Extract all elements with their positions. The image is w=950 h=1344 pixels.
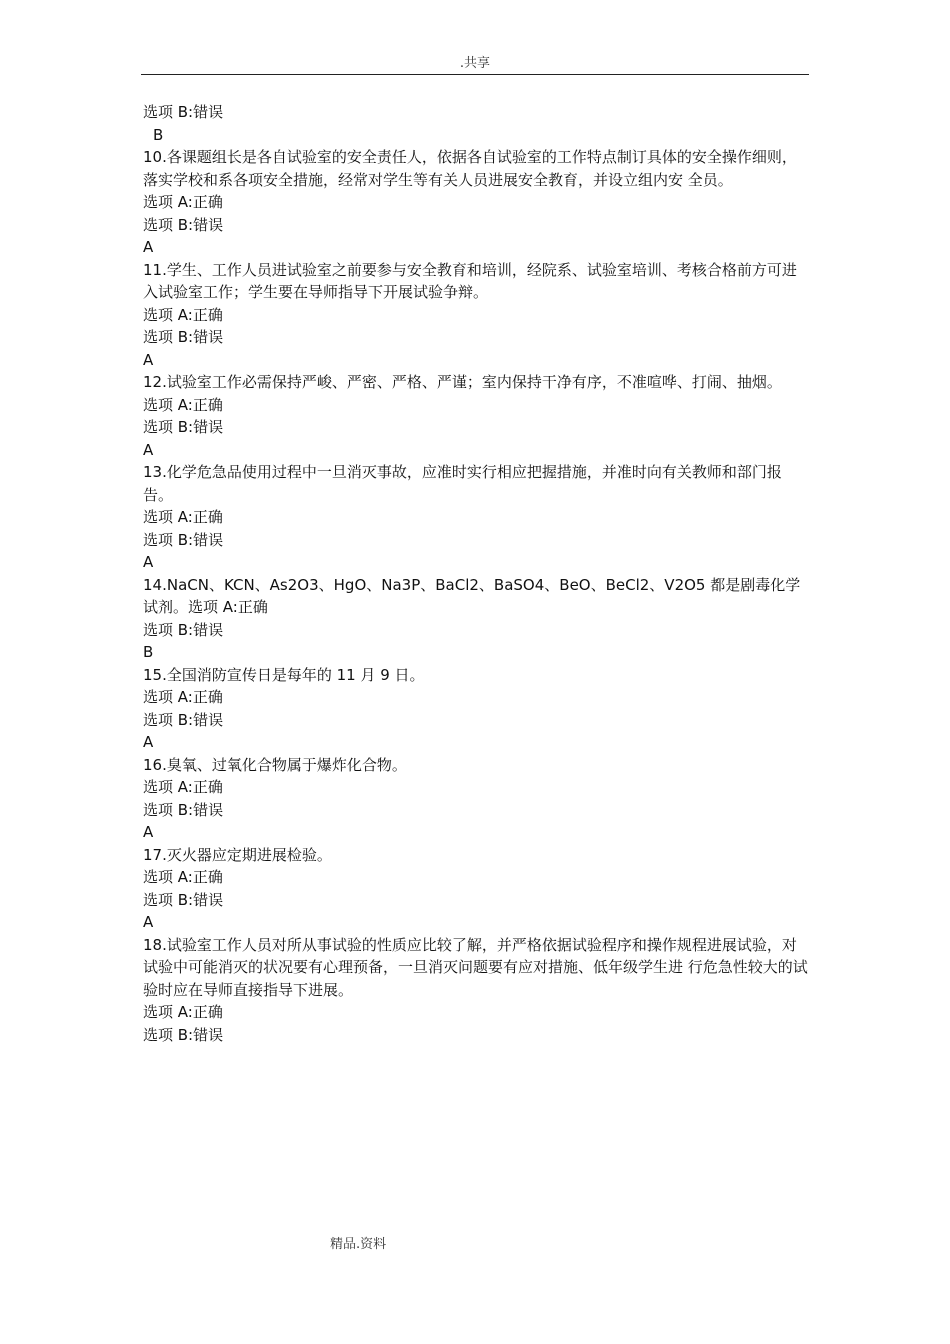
- question-10: 10.各课题组长是各自试验室的安全责任人，依据各自试验室的工作特点制订具体的安全操作细则，落实学校和系各项安全措施，经常对学生等有关人员进展安全教育，并设立组内安 全员。: [143, 148, 797, 189]
- question-14: 14.NaCN、KCN、As2O3、HgO、Na3P、BaCl2、BaSO4、BeO、BeCl2、V2O5 都是剧毒化学试剂。选项 A:正确: [143, 575, 801, 616]
- option-b: 选项 B:错误: [143, 328, 224, 346]
- answer-line: B: [153, 125, 164, 144]
- answer-line: B: [143, 643, 154, 661]
- option-a: 选项 A:正确: [143, 395, 223, 414]
- question-13: 13.化学危急品使用过程中一旦消灭事故，应准时实行相应把握措施，并准时向有关教师和部门报告。: [143, 463, 782, 504]
- option-a: 选项 A:正确: [143, 305, 223, 324]
- answer-line: A: [143, 823, 154, 841]
- option-a: 选项 A:正确: [143, 508, 223, 526]
- question-12: 12.试验室工作必需保持严峻、严密、严格、严谨；室内保持干净有序，不准喧哗、打闹、抽烟。: [143, 373, 782, 391]
- answer-line: A: [143, 733, 154, 751]
- page-footer: 精品.资料: [330, 1237, 387, 1252]
- option-b: 选项 B:错误: [143, 710, 224, 729]
- header-text: .共享: [459, 56, 491, 71]
- option-b: 选项 B:错误: [143, 215, 224, 234]
- document-body: [143, 101, 811, 1046]
- option-b: 选项 B:错误: [143, 620, 224, 639]
- option-a: 选项 A:正确: [143, 193, 223, 211]
- page-header: [141, 56, 809, 75]
- text-line: 选项 B:错误: [143, 103, 224, 121]
- option-b: 选项 B:错误: [143, 530, 224, 549]
- option-a: 选项 A:正确: [143, 688, 223, 706]
- question-16: 16.臭氧、过氧化合物属于爆炸化合物。: [143, 755, 407, 774]
- option-b: 选项 B:错误: [143, 800, 224, 819]
- option-b: 选项 B:错误: [143, 1025, 224, 1044]
- option-b: 选项 B:错误: [143, 418, 224, 436]
- option-a: 选项 A:正确: [143, 1003, 223, 1021]
- option-a: 选项 A:正确: [143, 868, 223, 886]
- option-a: 选项 A:正确: [143, 778, 223, 796]
- answer-line: A: [143, 553, 154, 571]
- question-17: 17.灭火器应定期进展检验。: [143, 845, 332, 864]
- question-11: 11.学生、工作人员进试验室之前要参与安全教育和培训，经院系、试验室培训、考核合格前方可进入试验室工作；学生要在导师指导下开展试验争辩。: [143, 260, 797, 301]
- answer-line: A: [143, 350, 154, 369]
- option-b: 选项 B:错误: [143, 890, 224, 909]
- answer-line: A: [143, 440, 154, 459]
- answer-line: A: [143, 238, 154, 256]
- question-18: 18.试验室工作人员对所从事试验的性质应比较了解，并严格依据试验程序和操作规程进展试验，对试验中可能消灭的状况要有心理预备，一旦消灭问题要有应对措施、低年级学生进 行危急性较大的试验时应在导师直接指导下进展。: [143, 935, 808, 999]
- question-15: 15.全国消防宣传日是每年的 11 月 9 日。: [143, 665, 425, 684]
- answer-line: A: [143, 913, 154, 931]
